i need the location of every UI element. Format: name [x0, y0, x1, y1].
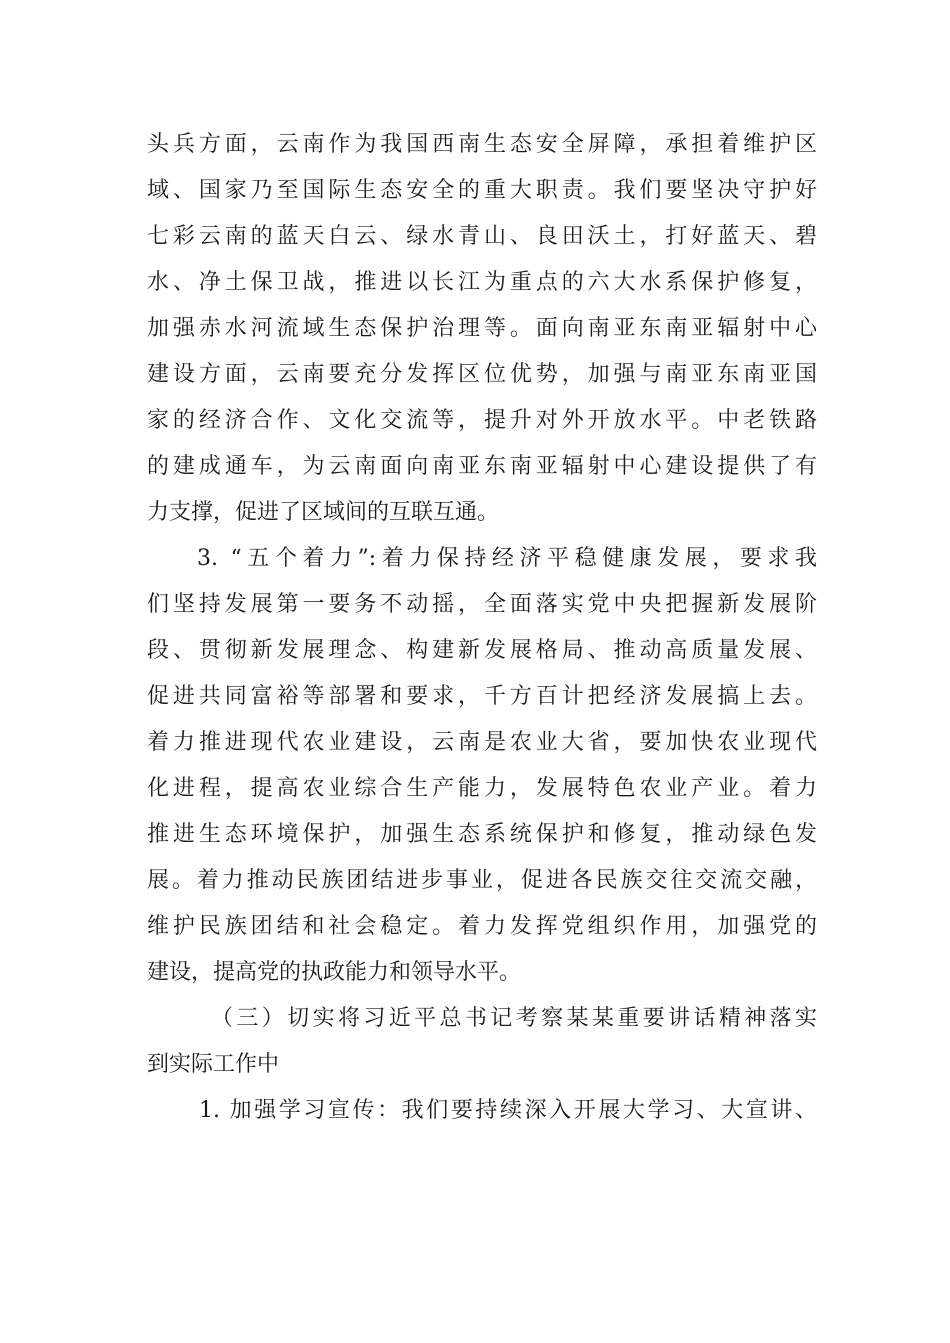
text-line: 建设，提高党的执政能力和领导水平。 [147, 960, 522, 985]
text-line: 们坚持发展第一要务不动摇，全面落实党中央把握新发展阶 [147, 592, 817, 617]
text-line: 维护民族团结和社会稳定。着力发挥党组织作用，加强党的 [147, 914, 817, 939]
text-line: 域、国家乃至国际生态安全的重大职责。我们要坚决守护好 [147, 178, 817, 203]
text-line: 展。着力推动民族团结进步事业，促进各民族交往交流交融， [147, 868, 817, 893]
section-item-1: 1. 加强学习宣传：我们要持续深入开展大学习、大宣讲、 [199, 1098, 817, 1123]
text-line: 力支撑，促进了区域间的互联互通。 [147, 500, 500, 525]
text-line: 段、贯彻新发展理念、构建新发展格局、推动高质量发展、 [147, 638, 817, 663]
text-line: 七彩云南的蓝天白云、绿水青山、良田沃土，打好蓝天、碧 [147, 224, 817, 249]
section-heading-3: （三）切实将习近平总书记考察某某重要讲话精神落实 [211, 1006, 817, 1031]
text-line: 水、净土保卫战，推进以长江为重点的六大水系保护修复， [147, 270, 817, 295]
text-line: 化进程，提高农业综合生产能力，发展特色农业产业。着力 [147, 776, 817, 801]
text-line: 的建成通车，为云南面向南亚东南亚辐射中心建设提供了有 [147, 454, 817, 479]
text-line: 头兵方面，云南作为我国西南生态安全屏障，承担着维护区 [147, 132, 817, 157]
text-line: 加强赤水河流域生态保护治理等。面向南亚东南亚辐射中心 [147, 316, 817, 341]
section-item-3: 3. “五个着力”:着力保持经济平稳健康发展，要求我 [197, 546, 817, 571]
text-line: 着力推进现代农业建设，云南是农业大省，要加快农业现代 [147, 730, 817, 755]
text-line: 推进生态环境保护，加强生态系统保护和修复，推动绿色发 [147, 822, 817, 847]
text-line: 家的经济合作、文化交流等，提升对外开放水平。中老铁路 [147, 408, 817, 433]
section-heading-3-continued: 到实际工作中 [147, 1052, 280, 1077]
body-text [147, 122, 827, 1134]
text-line: 促进共同富裕等部署和要求，千方百计把经济发展搞上去。 [147, 684, 817, 709]
text-line: 建设方面，云南要充分发挥区位优势，加强与南亚东南亚国 [147, 362, 817, 387]
